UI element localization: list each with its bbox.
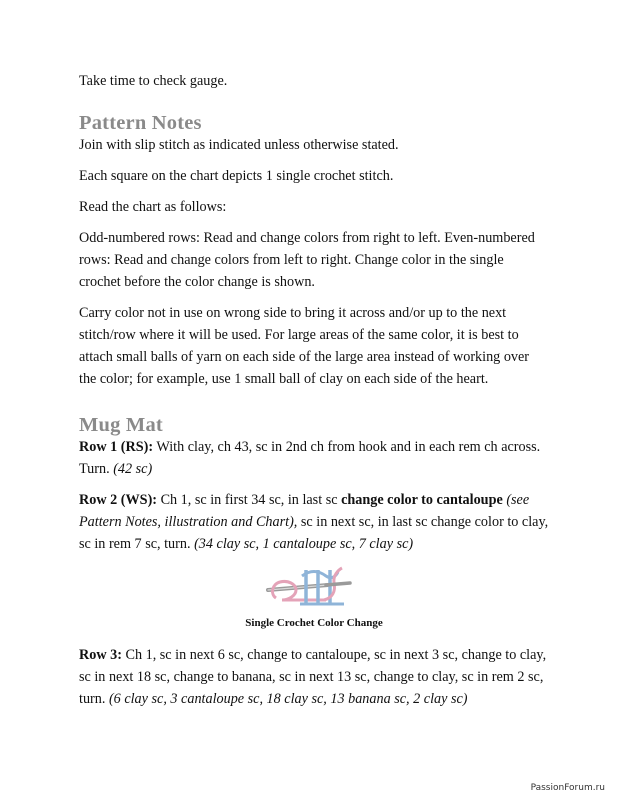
watermark: PassionForum.ru [530, 783, 605, 793]
row-3-count: (6 clay sc, 3 cantaloupe sc, 18 clay sc, 13 banana sc, 2 clay sc) [108, 691, 468, 707]
row-2-text-a: Ch 1, sc in first 34 sc, in last sc [157, 492, 342, 508]
row-2-count: (34 clay sc, 1 cantaloupe sc, 7 clay sc) [194, 536, 414, 552]
row-3-instruction [79, 644, 549, 710]
row-1-label: Row 1 (RS): [79, 439, 154, 455]
row-1-instruction [79, 436, 549, 480]
pattern-notes-heading: Pattern Notes [79, 112, 202, 134]
row-3-text: Ch 1, sc in next 6 sc, change to cantaloupe, sc in next 3 sc, change to clay, sc in next 18 sc, change to banana, sc in next 13 sc, change to clay, sc in rem 2 sc, turn. [79, 647, 547, 707]
row-1-text: With clay, ch 43, sc in 2nd ch from hook and in each rem ch across. Turn. [79, 439, 541, 477]
color-change-illustration [79, 564, 549, 612]
row-2-label: Row 2 (WS): [79, 492, 158, 508]
row-1-count: (42 sc) [113, 461, 153, 477]
page-content [79, 70, 549, 710]
row-2-instruction [79, 489, 549, 555]
gauge-note: Take time to check gauge. [79, 73, 228, 89]
row-2-color-change: change color to cantaloupe [341, 492, 503, 508]
note-paragraph-1: Join with slip stitch as indicated unless otherwise stated. [79, 137, 399, 153]
note-paragraph-4: Odd-numbered rows: Read and change colors from right to left. Even-numbered rows: Read and change colors from left to right. Change color in the single crochet before the color change is shown. [79, 230, 535, 290]
row-3-label: Row 3: [79, 647, 122, 663]
note-paragraph-3: Read the chart as follows: [79, 199, 227, 215]
note-paragraph-5: Carry color not in use on wrong side to bring it across and/or up to the next stitch/row where it will be used. For large areas of the same color, it is best to attach small balls of yarn on each side of the large area instead of working over the color; for example, use 1 small ball of clay on each side of the heart. [79, 305, 530, 387]
note-paragraph-2: Each square on the chart depicts 1 single crochet stitch. [79, 168, 394, 184]
row-2-text-b: sc in next sc, in last sc change color to clay, sc in rem 7 sc, turn. [79, 514, 549, 552]
row-2-reference: (see Pattern Notes, illustration and Chart), [79, 492, 530, 530]
mug-mat-heading: Mug Mat [79, 414, 163, 436]
crochet-hook-yarn-icon [266, 564, 362, 608]
figure-caption: Single Crochet Color Change [245, 617, 383, 629]
